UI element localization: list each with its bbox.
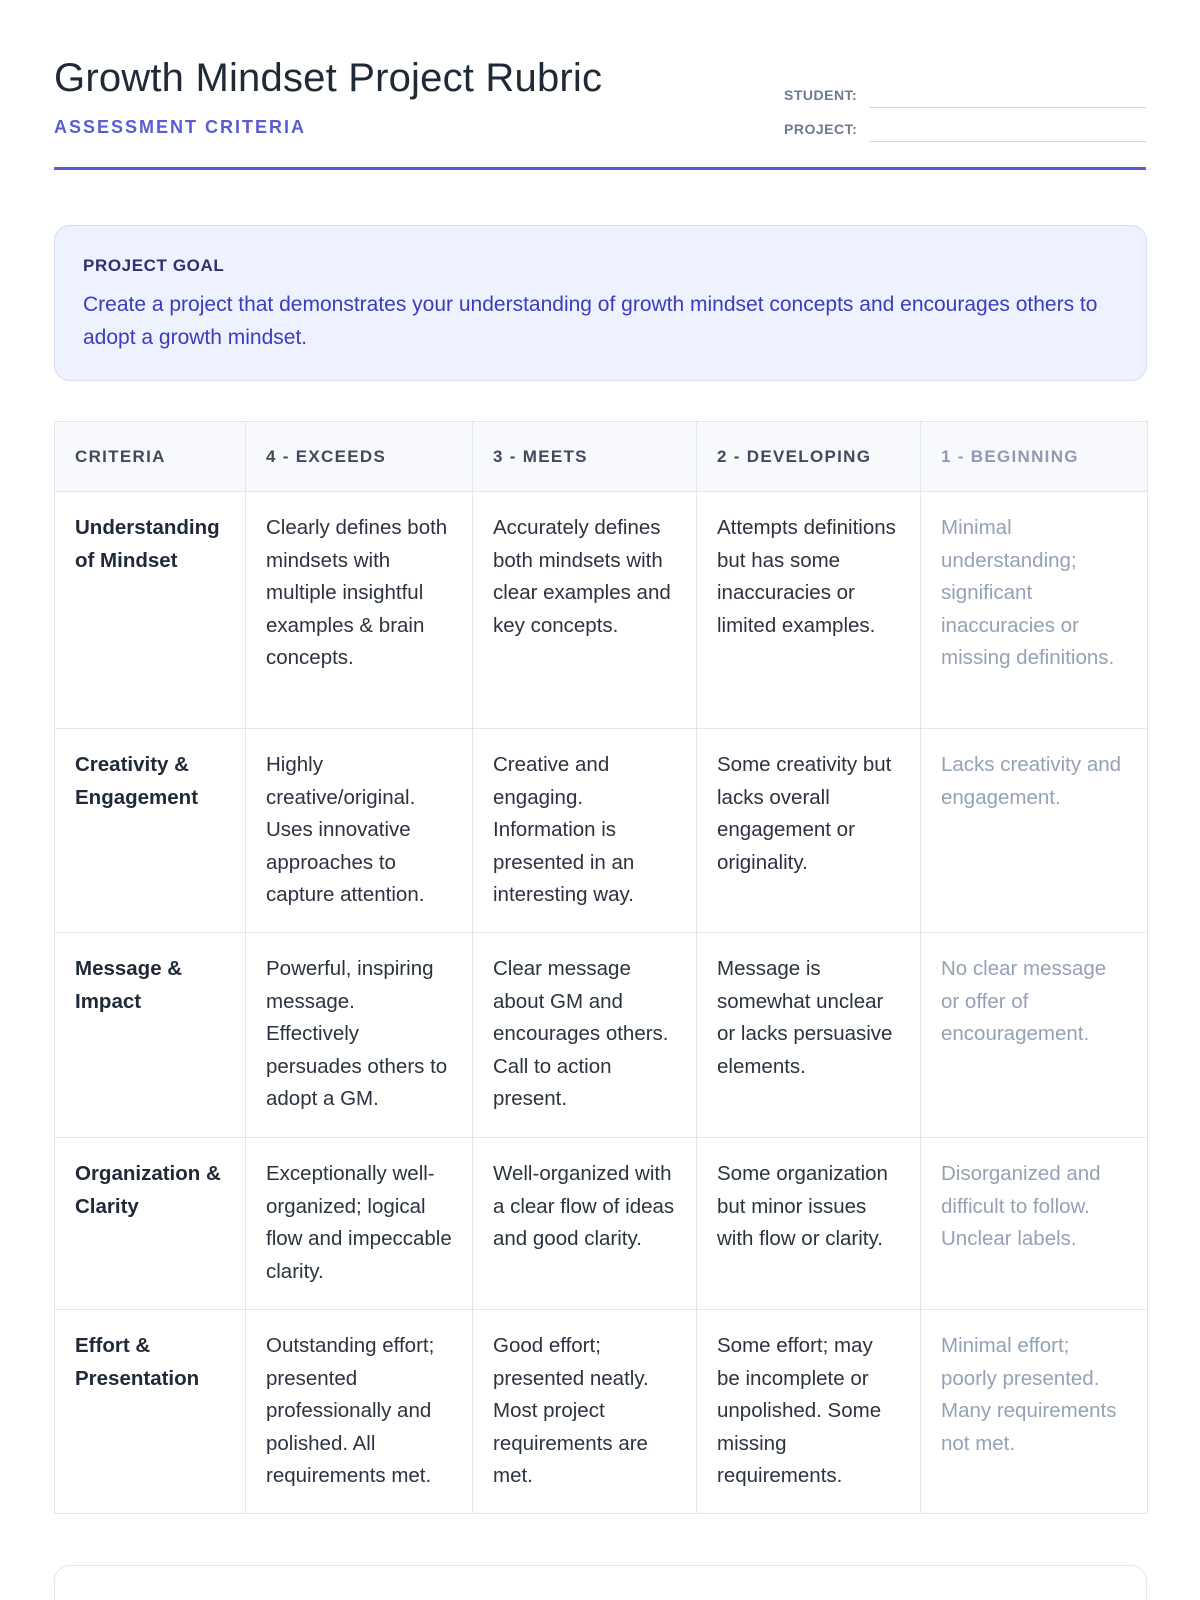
student-field[interactable]: [869, 80, 1146, 108]
meets-cell: Good effort; presented neatly. Most project requirements are met.: [473, 1310, 697, 1514]
project-row: [784, 114, 1146, 142]
exceeds-cell: Highly creative/original. Uses innovative approaches to capture attention.: [246, 729, 473, 933]
criterion-cell: Understanding of Mindset: [55, 492, 246, 729]
beginning-cell: Minimal understanding; significant inaccuracies or missing definitions.: [921, 492, 1148, 729]
criterion-cell: Organization & Clarity: [55, 1138, 246, 1310]
developing-cell: Attempts definitions but has some inaccuracies or limited examples.: [697, 492, 921, 729]
table-row: [55, 492, 1148, 729]
beginning-cell: Minimal effort; poorly presented. Many requirements not met.: [921, 1310, 1148, 1514]
project-label: PROJECT:: [784, 121, 858, 137]
table-row: [55, 1310, 1148, 1514]
project-goal-box: [54, 225, 1147, 381]
meets-cell: Accurately defines both mindsets with clear examples and key concepts.: [473, 492, 697, 729]
beginning-cell: Disorganized and difficult to follow. Unclear labels.: [921, 1138, 1148, 1310]
table-header-row: [55, 422, 1148, 492]
student-row: [784, 80, 1146, 108]
developing-cell: Message is somewhat unclear or lacks persuasive elements.: [697, 933, 921, 1138]
exceeds-cell: Clearly defines both mindsets with multiple insightful examples & brain concepts.: [246, 492, 473, 729]
developing-cell: Some creativity but lacks overall engagement or originality.: [697, 729, 921, 933]
exceeds-cell: Outstanding effort; presented professionally and polished. All requirements met.: [246, 1310, 473, 1514]
developing-cell: Some organization but minor issues with flow or clarity.: [697, 1138, 921, 1310]
meets-cell: Creative and engaging. Information is presented in an interesting way.: [473, 729, 697, 933]
table-row: [55, 1138, 1148, 1310]
exceeds-cell: Powerful, inspiring message. Effectively persuades others to adopt a GM.: [246, 933, 473, 1138]
column-header-beginning: 1 - BEGINNING: [921, 422, 1148, 492]
project-goal-text: Create a project that demonstrates your understanding of growth mindset concepts and encourages others to adopt a growth mindset.: [83, 293, 1098, 349]
table-row: [55, 729, 1148, 933]
column-header-developing: 2 - DEVELOPING: [697, 422, 921, 492]
student-label: STUDENT:: [784, 87, 858, 103]
meets-cell: Clear message about GM and encourages others. Call to action present.: [473, 933, 697, 1138]
project-goal-label: PROJECT GOAL: [83, 256, 225, 275]
criterion-cell: Creativity & Engagement: [55, 729, 246, 933]
meets-cell: Well-organized with a clear flow of ideas and good clarity.: [473, 1138, 697, 1310]
beginning-cell: Lacks creativity and engagement.: [921, 729, 1148, 933]
page-title: Growth Mindset Project Rubric: [54, 56, 603, 100]
page-header: [54, 0, 1146, 170]
page-subtitle: ASSESSMENT CRITERIA: [54, 117, 307, 137]
developing-cell: Some effort; may be incomplete or unpolished. Some missing requirements.: [697, 1310, 921, 1514]
table-row: [55, 933, 1148, 1138]
criterion-cell: Effort & Presentation: [55, 1310, 246, 1514]
student-info: [784, 80, 1146, 148]
exceeds-cell: Exceptionally well-organized; logical flow and impeccable clarity.: [246, 1138, 473, 1310]
column-header-meets: 3 - MEETS: [473, 422, 697, 492]
project-field[interactable]: [869, 114, 1146, 142]
column-header-criteria: CRITERIA: [55, 422, 246, 492]
beginning-cell: No clear message or offer of encouragement.: [921, 933, 1148, 1138]
bottom-card: [54, 1565, 1147, 1600]
rubric-table: [54, 421, 1148, 1514]
column-header-exceeds: 4 - EXCEEDS: [246, 422, 473, 492]
criterion-cell: Message & Impact: [55, 933, 246, 1138]
